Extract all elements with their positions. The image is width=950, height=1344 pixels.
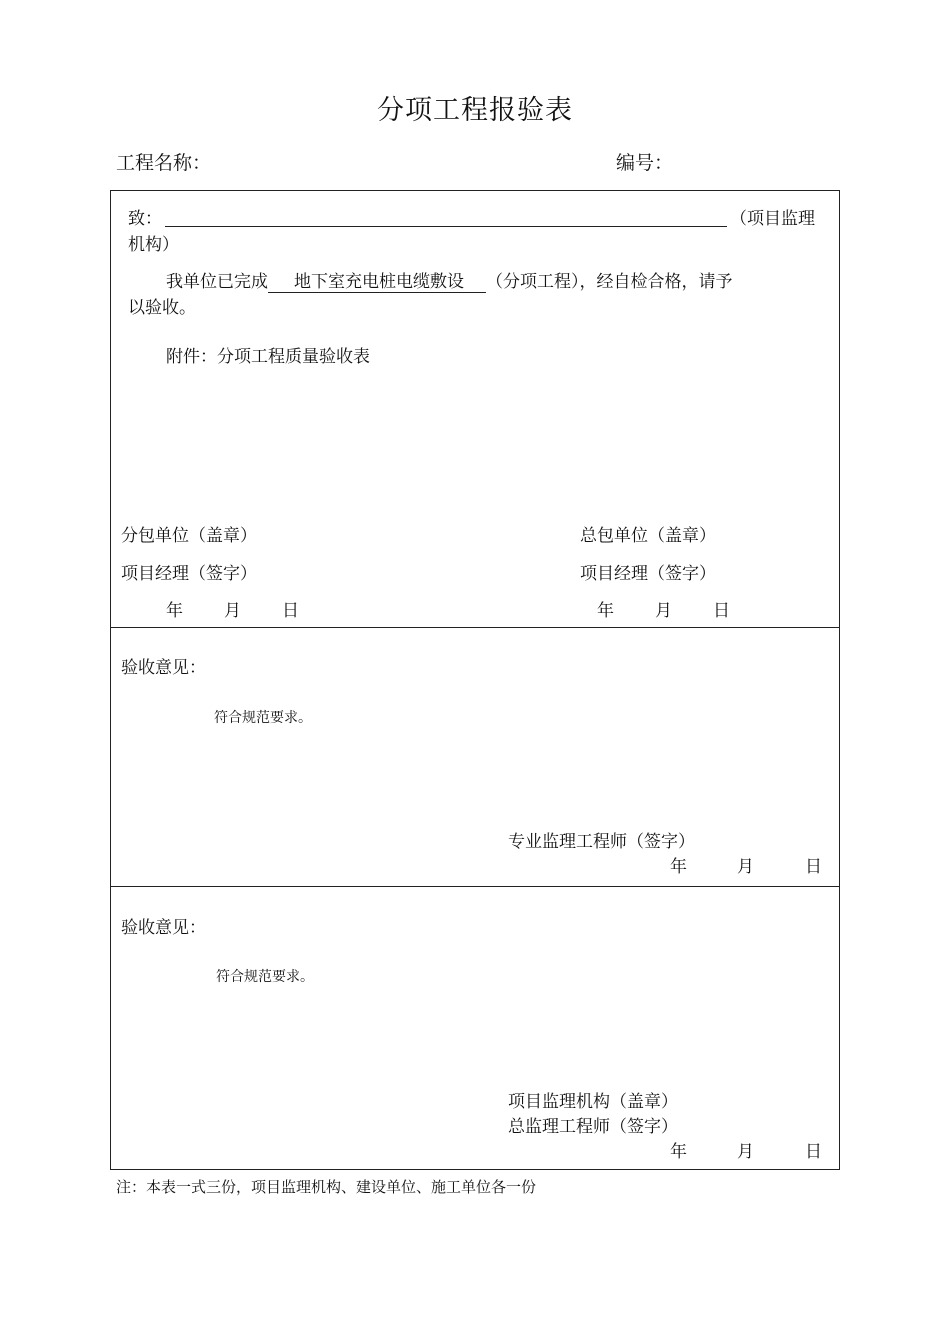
to-label: 致： (128, 209, 162, 229)
chief-engineer-sign-label: 总监理工程师（签字） (508, 1117, 678, 1137)
general-contractor-pm-sign-label: 项目经理（签字） (580, 564, 716, 584)
date-month-chief: 月 (737, 1142, 754, 1162)
recipient-suffix: （项目监理 (730, 209, 815, 229)
completion-statement (166, 267, 733, 293)
specialist-engineer-sign-label: 专业监理工程师（签字） (508, 832, 695, 852)
opinion-text-specialist: 符合规范要求。 (214, 710, 312, 726)
number-label: 编号： (616, 152, 674, 174)
general-contractor-seal-label: 总包单位（盖章） (580, 526, 716, 546)
date-month-right: 月 (655, 601, 672, 621)
form-title: 分项工程报验表 (377, 95, 573, 126)
completion-statement-line2: 以验收。 (128, 298, 196, 318)
date-day-chief: 日 (805, 1142, 822, 1162)
date-day-left: 日 (282, 601, 299, 621)
supervision-agency-seal-label: 项目监理机构（盖章） (508, 1092, 678, 1112)
date-year-chief: 年 (670, 1142, 687, 1162)
form-frame (110, 190, 840, 1170)
section-divider-1 (110, 627, 840, 628)
section-divider-2 (110, 886, 840, 887)
completion-prefix: 我单位已完成 (166, 272, 268, 292)
date-day-specialist: 日 (805, 857, 822, 877)
opinion-label-specialist: 验收意见： (121, 658, 206, 678)
date-day-right: 日 (713, 601, 730, 621)
footnote: 注：本表一式三份，项目监理机构、建设单位、施工单位各一份 (116, 1178, 537, 1196)
date-month-specialist: 月 (737, 857, 754, 877)
completion-suffix: （分项工程），经自检合格，请予 (486, 272, 733, 292)
opinion-label-chief: 验收意见： (121, 918, 206, 938)
date-month-left: 月 (224, 601, 241, 621)
opinion-text-chief: 符合规范要求。 (216, 969, 314, 985)
subcontractor-seal-label: 分包单位（盖章） (121, 526, 257, 546)
date-year-specialist: 年 (670, 857, 687, 877)
recipient-underline (165, 226, 727, 227)
subcontractor-pm-sign-label: 项目经理（签字） (121, 564, 257, 584)
completed-item: 地下室充电桩电缆敷设 (268, 272, 486, 293)
date-year-right: 年 (597, 601, 614, 621)
attachment-note: 附件：分项工程质量验收表 (166, 347, 370, 367)
date-year-left: 年 (166, 601, 183, 621)
project-name-label: 工程名称： (116, 152, 212, 174)
recipient-suffix-line2: 机构） (128, 235, 179, 255)
